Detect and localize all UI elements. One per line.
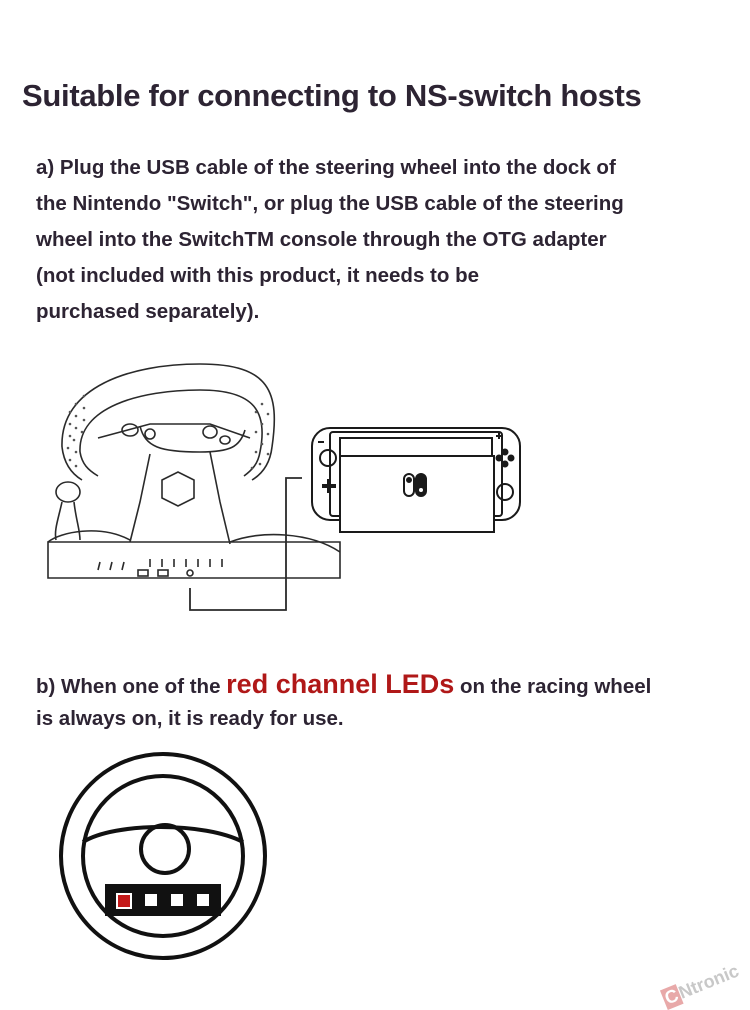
red-led-highlight: red channel LEDs <box>226 669 455 699</box>
led-off-icon <box>171 894 183 906</box>
instruction-a-line: the Nintendo "Switch", or plug the USB cable of the steering <box>36 192 624 215</box>
watermark-mark: C <box>660 984 684 1010</box>
instruction-b-suffix: on the racing wheel <box>454 675 652 698</box>
usb-cable-line <box>186 470 316 615</box>
page-title: Suitable for connecting to NS-switch hosts <box>22 78 642 113</box>
instruction-b-line: is always on, it is ready for use. <box>36 707 344 730</box>
instruction-a-line: purchased separately). <box>36 300 260 323</box>
watermark-text: Ntronic <box>675 960 742 1003</box>
instruction-b-prefix: b) When one of the <box>36 675 227 698</box>
instruction-a <box>36 150 716 330</box>
instruction-b <box>36 668 716 735</box>
instruction-a-line: a) Plug the USB cable of the steering wheel into the dock of <box>36 156 616 179</box>
instruction-a-line: (not included with this product, it needs to be <box>36 264 480 287</box>
instruction-b-line <box>36 668 716 703</box>
instruction-a-line: wheel into the SwitchTM console through the OTG adapter <box>36 228 607 251</box>
switch-console-illustration <box>300 420 530 540</box>
led-wheel-illustration <box>55 746 275 966</box>
led-off-icon <box>145 894 157 906</box>
led-on-icon <box>117 894 131 908</box>
watermark-logo <box>660 961 742 1010</box>
led-off-icon <box>197 894 209 906</box>
